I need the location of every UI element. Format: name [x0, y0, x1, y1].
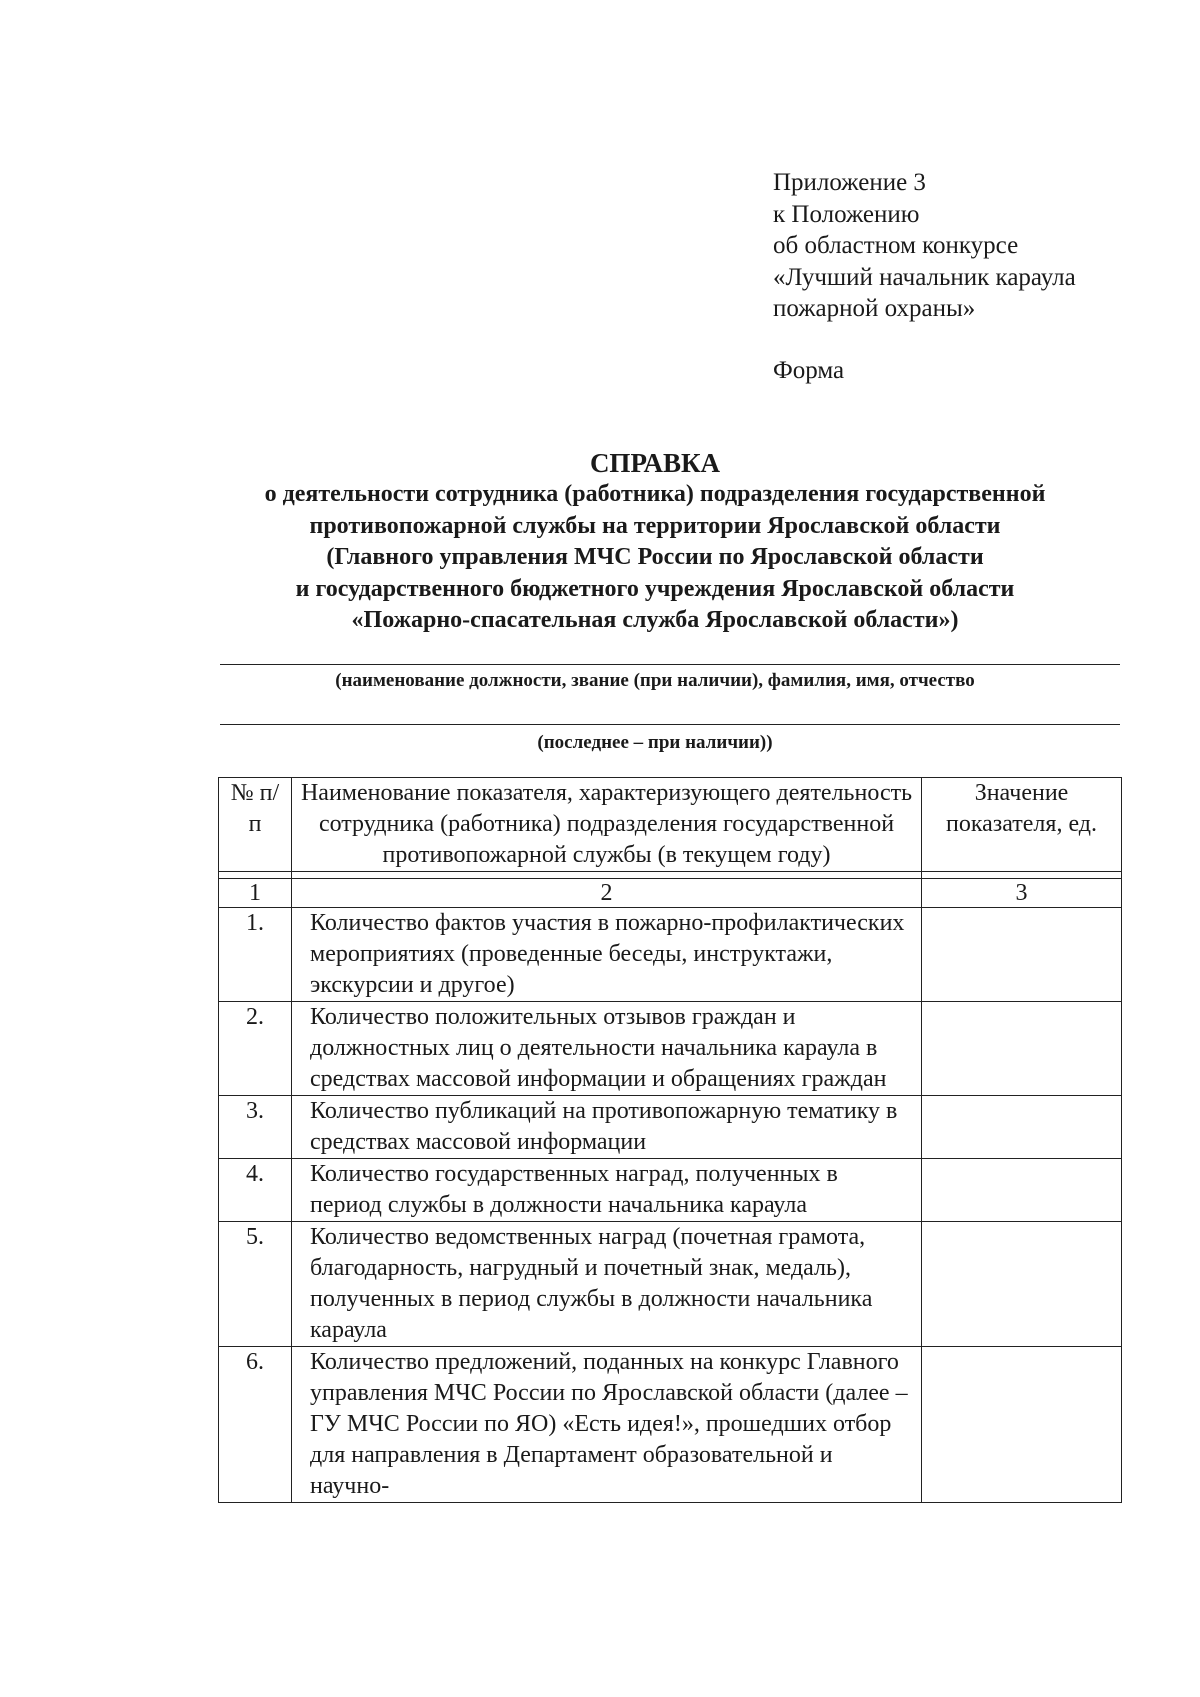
table-header-row	[219, 778, 1122, 872]
row-number: 2.	[219, 1002, 292, 1096]
title-line: о деятельности сотрудника (работника) подразделения государственной	[264, 481, 1046, 507]
title-line: «Пожарно-спасательная служба Ярославской области»)	[351, 607, 959, 633]
header-name: Наименование показателя, характеризующего деятельность сотрудника (работника) подразделения государственной противопожарной службы (в текущем году)	[292, 778, 922, 872]
table-row	[219, 1159, 1122, 1222]
row-value-cell[interactable]	[922, 1159, 1122, 1222]
row-indicator-name: Количество положительных отзывов граждан и должностных лиц о деятельности начальника караула в средствах массовой информации и обращениях граждан	[292, 1002, 922, 1096]
fill-line-name[interactable]	[220, 664, 1120, 665]
indicators-table	[218, 777, 1122, 1503]
fill-caption-second: (последнее – при наличии))	[537, 732, 773, 753]
annex-line: Приложение 3	[773, 169, 926, 196]
column-number: 1	[219, 879, 292, 908]
row-value-cell[interactable]	[922, 908, 1122, 1002]
row-indicator-name: Количество публикаций на противопожарную тематику в средствах массовой информации	[292, 1096, 922, 1159]
fill-line-name-continued[interactable]	[220, 724, 1120, 725]
annex-line: пожарной охраны»	[773, 295, 976, 322]
annex-line: «Лучший начальник караула	[773, 263, 1076, 291]
table-row	[219, 1347, 1122, 1503]
column-number-row	[219, 879, 1122, 908]
row-value-cell[interactable]	[922, 1222, 1122, 1347]
row-indicator-name: Количество государственных наград, полученных в период службы в должности начальника караула	[292, 1159, 922, 1222]
row-indicator-name: Количество предложений, поданных на конкурс Главного управления МЧС России по Ярославской области (далее – ГУ МЧС России по ЯО) «Есть идея!», прошедших отбор для направления в Департамент образовательной и научно-	[292, 1347, 922, 1503]
row-number: 4.	[219, 1159, 292, 1222]
column-number: 3	[922, 879, 1122, 908]
annex-line: к Положению	[773, 200, 920, 228]
row-value-cell[interactable]	[922, 1002, 1122, 1096]
fill-caption-first: (наименование должности, звание (при наличии), фамилия, имя, отчество	[335, 670, 975, 691]
annex-line: об областном конкурсе	[773, 232, 1019, 259]
row-value-cell[interactable]	[922, 1096, 1122, 1159]
form-label: Форма	[773, 356, 845, 384]
header-value: Значение показателя, ед.	[922, 778, 1122, 872]
title-line: (Главного управления МЧС России по Ярославской области	[326, 544, 984, 570]
row-number: 3.	[219, 1096, 292, 1159]
row-indicator-name: Количество фактов участия в пожарно-профилактических мероприятиях (проведенные беседы, инструктажи, экскурсии и другое)	[292, 908, 922, 1002]
row-value-cell[interactable]	[922, 1347, 1122, 1503]
header-num: № п/п	[219, 778, 292, 872]
document-title: СПРАВКА	[589, 448, 721, 478]
table-row	[219, 1096, 1122, 1159]
table-row	[219, 1002, 1122, 1096]
annex-block	[773, 167, 1076, 386]
table-row	[219, 908, 1122, 1002]
title-line: и государственного бюджетного учреждения Ярославской области	[295, 575, 1015, 602]
title-line: противопожарной службы на территории Ярославской области	[309, 512, 1001, 539]
column-number: 2	[292, 879, 922, 908]
row-number: 6.	[219, 1347, 292, 1503]
row-number: 5.	[219, 1222, 292, 1347]
document-title-block	[190, 447, 1120, 637]
header-gap	[219, 872, 1122, 879]
row-indicator-name: Количество ведомственных наград (почетная грамота, благодарность, нагрудный и почетный знак, медаль), полученных в период службы в должности начальника караула	[292, 1222, 922, 1347]
table-row	[219, 1222, 1122, 1347]
row-number: 1.	[219, 908, 292, 1002]
